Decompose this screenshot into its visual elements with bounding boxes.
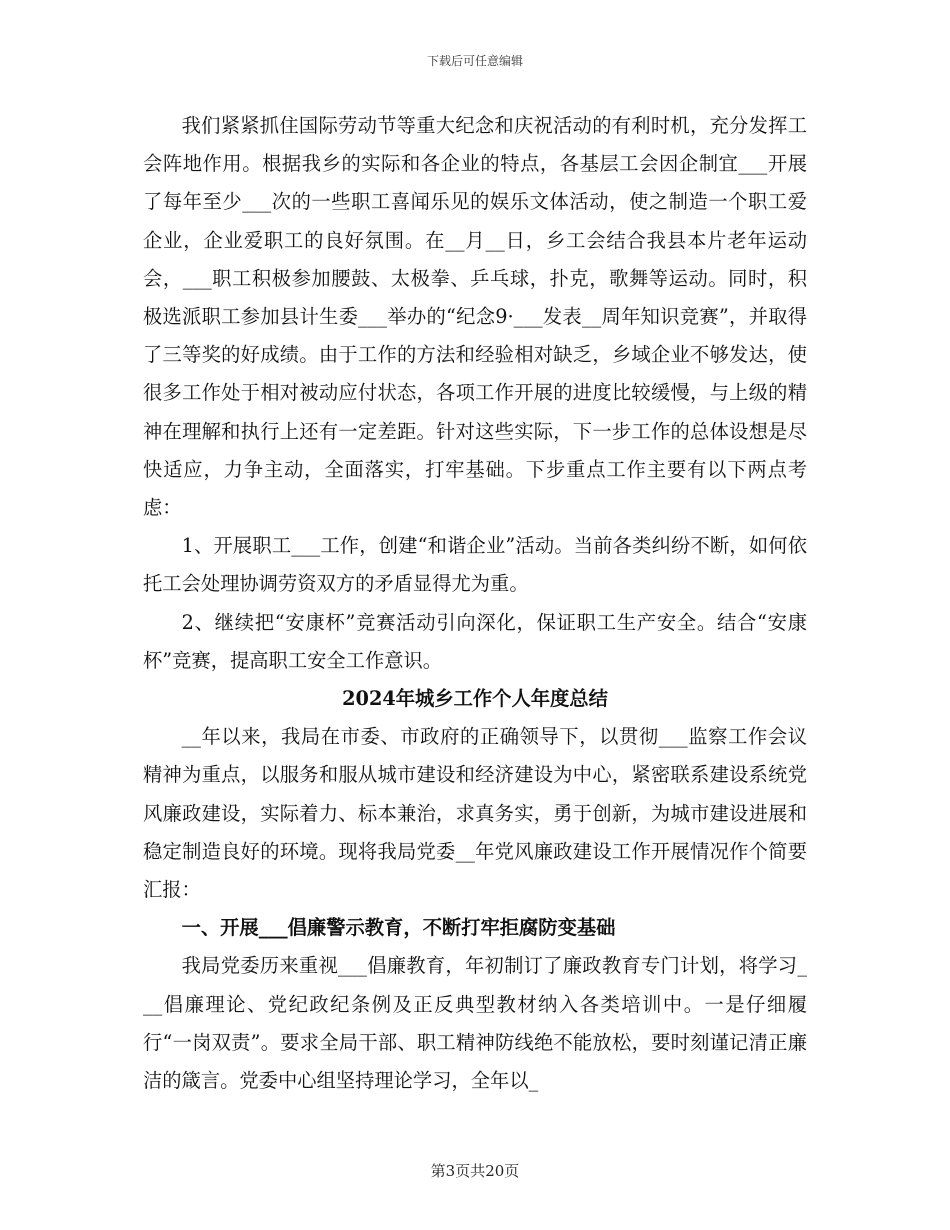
- header-note: 下载后可任意编辑: [426, 54, 523, 68]
- paragraph-section-1: 我局党委历来重视___倡廉教育，年初制订了廉政教育专门计划，将学习___倡廉理论、党纪政纪条例及正反典型教材纳入各类培训中。一是仔细履行“一岗双责”。要求全局干部、职工精神防线绝不能放松，要时刻谨记清正廉洁的箴言。党委中心组坚持理论学习，全年以_: [143, 954, 807, 1093]
- document-title: 2024年城乡工作个人年度总结: [342, 687, 608, 711]
- paragraph-intro: __年以来，我局在市委、市政府的正确领导下，以贯彻___监察工作会议精神为重点，以服务和服从城市建设和经济建设为中心，紧密联系建设系统党风廉政建设，实际着力、标本兼治，求真务实，勇于创新，为城市建设进展和稳定制造良好的环境。现将我局党委__年党风廉政建设工作开展情况作个简要汇报：: [143, 725, 807, 902]
- paragraph-activities: 我们紧紧抓住国际劳动节等重大纪念和庆祝活动的有利时机，充分发挥工会阵地作用。根据我乡的实际和各企业的特点，各基层工会因企制宜___开展了每年至少___次的一些职工喜闻乐见的娱乐文体活动，使之制造一个职工爱企业，企业爱职工的良好氛围。在__月__日，乡工会结合我县本片老年运动会，___职工积极参加腰鼓、太极拳、乒乓球，扑克，歌舞等运动。同时，积极选派职工参加县计生委___举办的“纪念9·___发表__周年知识竞赛”，并取得了三等奖的好成绩。由于工作的方法和经验相对缺乏，乡域企业不够发达，使很多工作处于相对被动应付状态，各项工作开展的进度比较缓慢，与上级的精神在理解和执行上还有一定差距。针对这些实际，下一步工作的总体设想是尽快适应，力争主动，全面落实，打牢基础。下步重点工作主要有以下两点考虑：: [143, 114, 807, 520]
- paragraph-point-1: 1、开展职工___工作，创建“和谐企业”活动。当前各类纠纷不断，如何依托工会处理协调劳资双方的矛盾显得尤为重。: [143, 534, 807, 596]
- section-heading-1: 一、开展___倡廉警示教育，不断打牢拒腐防变基础: [181, 916, 616, 940]
- page-number: 第3页共20页: [430, 1162, 520, 1180]
- document-body: [143, 107, 807, 1100]
- paragraph-point-2: 2、继续把“安康杯”竞赛活动引向深化，保证职工生产安全。结合“安康杯”竞赛，提高职工安全工作意识。: [143, 610, 807, 672]
